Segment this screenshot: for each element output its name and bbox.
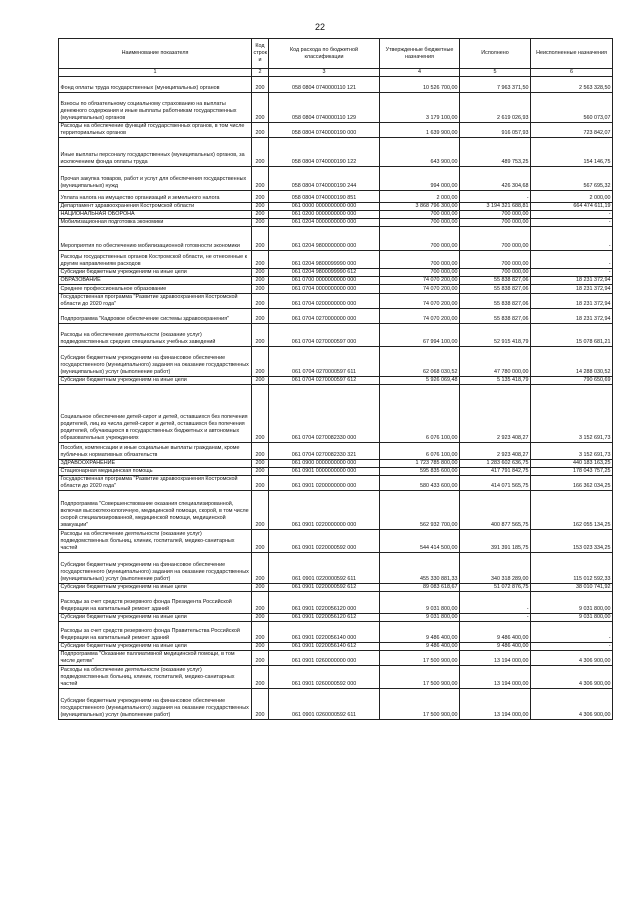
row-executed: 9 486 400,00 [460, 642, 531, 650]
header-row [59, 39, 613, 69]
row-unexecuted: 166 362 034,25 [531, 475, 613, 490]
row-approved: 1 639 900,00 [380, 122, 460, 137]
row-executed: 2 923 408,27 [460, 384, 531, 442]
row-name: Расходы на обеспечение деятельности (оказание услуг) подведомственных средних специальных учебных заведений [59, 323, 252, 346]
row-unexecuted: - [531, 621, 613, 642]
row-line-code: 200 [252, 276, 269, 284]
table-row [59, 76, 613, 92]
row-name: Субсидии бюджетным учреждениям на финансовое обеспечение государственного (муниципального) задания на оказание государственных (муниципальных) услуг (выполнение работ) [59, 688, 252, 719]
row-line-code: 200 [252, 529, 269, 552]
row-classification-code: 061 0704 0270082330 000 [269, 384, 380, 442]
row-line-code: 200 [252, 384, 269, 442]
row-classification-code: 061 0901 0220056120 000 [269, 591, 380, 613]
row-unexecuted: 4 306 900,00 [531, 665, 613, 688]
row-executed: 5 135 418,79 [460, 376, 531, 384]
row-line-code: 200 [252, 376, 269, 384]
row-unexecuted: 723 842,07 [531, 122, 613, 137]
row-unexecuted: 154 146,75 [531, 137, 613, 166]
row-approved: 700 000,00 [380, 250, 460, 268]
row-executed: 55 838 827,06 [460, 276, 531, 284]
row-name: Расходы на обеспечение деятельности (оказание услуг) подведомственных больниц, клиник, госпиталей, медико-санитарных частей [59, 665, 252, 688]
row-unexecuted: 2 000,00 [531, 190, 613, 202]
row-executed: 417 791 842,75 [460, 467, 531, 475]
row-unexecuted: 790 650,69 [531, 376, 613, 384]
row-classification-code: 061 0204 9800099990 000 [269, 250, 380, 268]
table-row [59, 346, 613, 376]
row-line-code: 200 [252, 268, 269, 276]
row-name: Иные выплаты персоналу государственных (муниципальных) органов, за исключением фонда оплаты труда [59, 137, 252, 166]
row-approved: 700 000,00 [380, 268, 460, 276]
row-classification-code: 061 0704 0270000597 611 [269, 346, 380, 376]
table-row [59, 210, 613, 218]
row-unexecuted: 3 152 691,73 [531, 442, 613, 459]
row-line-code: 200 [252, 442, 269, 459]
row-executed: 700 000,00 [460, 210, 531, 218]
row-classification-code: 061 0901 0220000592 000 [269, 529, 380, 552]
row-approved: 74 070 200,00 [380, 293, 460, 308]
table-row [59, 442, 613, 459]
row-unexecuted: 664 474 611,19 [531, 202, 613, 210]
table-row [59, 384, 613, 442]
table-row [59, 459, 613, 467]
row-unexecuted: 162 055 134,25 [531, 490, 613, 529]
row-line-code: 200 [252, 137, 269, 166]
row-approved: 700 000,00 [380, 226, 460, 250]
row-executed: 340 318 289,00 [460, 552, 531, 583]
column-numbers-row [59, 69, 613, 77]
row-line-code: 200 [252, 250, 269, 268]
table-row [59, 250, 613, 268]
row-unexecuted: - [531, 210, 613, 218]
row-classification-code: 061 0704 0270000597 000 [269, 323, 380, 346]
row-classification-code: 058 0804 0740000110 121 [269, 76, 380, 92]
row-line-code: 200 [252, 218, 269, 226]
row-unexecuted: 18 231 372,94 [531, 276, 613, 284]
page-number: 22 [314, 22, 325, 32]
table-row [59, 202, 613, 210]
row-name: Социальное обеспечение детей-сирот и детей, оставшихся без попечения родителей, лиц из числа детей-сирот и детей, оставшихся без попечения родителей, обучающихся в государственных бюджетных и автономных образовательных учреждениях [59, 384, 252, 442]
row-unexecuted: 567 695,32 [531, 166, 613, 190]
header-line-code: Код строк и [252, 39, 269, 69]
row-unexecuted: - [531, 250, 613, 268]
row-executed: - [460, 613, 531, 621]
row-name: Субсидии бюджетным учреждениям на иные цели [59, 613, 252, 621]
row-name: Пособия, компенсации и иные социальные выплаты гражданам, кроме публичных нормативных обязательств [59, 442, 252, 459]
row-approved: 17 500 900,00 [380, 688, 460, 719]
row-approved: 9 486 400,00 [380, 642, 460, 650]
row-approved: 62 068 030,52 [380, 346, 460, 376]
row-line-code: 200 [252, 621, 269, 642]
row-line-code: 200 [252, 650, 269, 665]
row-approved: 3 179 100,00 [380, 92, 460, 122]
row-unexecuted: 153 023 334,25 [531, 529, 613, 552]
row-executed: 13 194 000,00 [460, 650, 531, 665]
row-name: Расходы за счет средств резервного фонда Правительства Российской Федерации на капитальный ремонт зданий [59, 621, 252, 642]
row-executed: 700 000,00 [460, 250, 531, 268]
row-line-code: 200 [252, 591, 269, 613]
row-name: Подпрограмма "Совершенствование оказания специализированной, включая высокотехнологичную, медицинской помощи, скорой, в том числе скорой специализированной, медицинской помощи, медицинской эвакуации" [59, 490, 252, 529]
row-classification-code: 061 0901 0220056140 612 [269, 642, 380, 650]
row-line-code: 200 [252, 613, 269, 621]
row-name: Взносы по обязательному социальному страхованию на выплаты денежного содержания и иные выплаты работникам государственных (муниципальных) органов [59, 92, 252, 122]
row-approved: 700 000,00 [380, 218, 460, 226]
row-approved: 580 433 600,00 [380, 475, 460, 490]
row-classification-code: 061 0000 0000000000 000 [269, 202, 380, 210]
table-row [59, 475, 613, 490]
row-executed: 13 194 000,00 [460, 665, 531, 688]
row-unexecuted: 9 031 800,00 [531, 591, 613, 613]
row-line-code: 200 [252, 552, 269, 583]
row-classification-code: 061 0901 0220000592 612 [269, 583, 380, 591]
row-unexecuted: 14 288 030,52 [531, 346, 613, 376]
row-executed: 700 000,00 [460, 218, 531, 226]
row-executed: 1 283 602 636,75 [460, 459, 531, 467]
row-unexecuted: 3 152 691,73 [531, 384, 613, 442]
row-classification-code: 058 0804 0740000190 851 [269, 190, 380, 202]
row-approved: 10 526 700,00 [380, 76, 460, 92]
row-approved: 67 994 100,00 [380, 323, 460, 346]
row-classification-code: 061 0704 0270000597 612 [269, 376, 380, 384]
row-executed: 2 923 408,27 [460, 442, 531, 459]
column-number: 5 [460, 69, 531, 77]
row-approved: 17 500 900,00 [380, 650, 460, 665]
row-approved: 89 083 618,67 [380, 583, 460, 591]
row-name: Субсидии бюджетным учреждениям на иные цели [59, 376, 252, 384]
row-classification-code: 061 0704 0200000000 000 [269, 293, 380, 308]
row-line-code: 200 [252, 122, 269, 137]
row-line-code: 200 [252, 642, 269, 650]
row-approved: 74 070 200,00 [380, 308, 460, 323]
row-classification-code: 058 0804 0740000190 000 [269, 122, 380, 137]
table-row [59, 190, 613, 202]
column-number: 3 [269, 69, 380, 77]
row-approved: 74 070 200,00 [380, 284, 460, 293]
row-classification-code: 061 0204 9800000000 000 [269, 226, 380, 250]
row-name: ОБРАЗОВАНИЕ [59, 276, 252, 284]
row-line-code: 200 [252, 490, 269, 529]
row-name: Расходы на обеспечение деятельности (оказание услуг) подведомственных больниц, клиник, госпиталей, медико-санитарных частей [59, 529, 252, 552]
row-approved: 6 076 100,00 [380, 384, 460, 442]
row-executed: 414 071 565,75 [460, 475, 531, 490]
row-name: Государственная программа "Развитие здравоохранения Костромской области до 2020 года" [59, 475, 252, 490]
table-row [59, 529, 613, 552]
row-unexecuted: 178 043 757,25 [531, 467, 613, 475]
row-classification-code: 061 0901 0220056140 000 [269, 621, 380, 642]
table-row [59, 276, 613, 284]
row-executed: 55 838 827,06 [460, 293, 531, 308]
column-number: 4 [380, 69, 460, 77]
row-line-code: 200 [252, 76, 269, 92]
row-classification-code: 061 0901 0000000000 000 [269, 467, 380, 475]
row-approved: 595 835 600,00 [380, 467, 460, 475]
row-name: Департамент здравоохранения Костромской области [59, 202, 252, 210]
table-row [59, 308, 613, 323]
row-approved: 6 076 100,00 [380, 442, 460, 459]
row-line-code: 200 [252, 346, 269, 376]
row-classification-code: 061 0901 0260000592 000 [269, 665, 380, 688]
table-row [59, 92, 613, 122]
row-executed: 55 838 827,06 [460, 284, 531, 293]
row-name: Фонд оплаты труда государственных (муниципальных) органов [59, 76, 252, 92]
table-row [59, 591, 613, 613]
row-executed: 3 194 321 688,81 [460, 202, 531, 210]
table-row [59, 376, 613, 384]
row-name: Уплата налога на имущество организаций и земельного налога [59, 190, 252, 202]
row-executed: 700 000,00 [460, 268, 531, 276]
table-row [59, 137, 613, 166]
row-unexecuted: 18 231 372,94 [531, 293, 613, 308]
column-number: 1 [59, 69, 252, 77]
header-classification-code: Код расхода по бюджетной классификации [269, 39, 380, 69]
row-name: Мероприятия по обеспечению мобилизационной готовности экономики [59, 226, 252, 250]
row-approved: 9 031 800,00 [380, 613, 460, 621]
row-unexecuted: 18 231 372,94 [531, 284, 613, 293]
row-line-code: 200 [252, 210, 269, 218]
row-line-code: 200 [252, 459, 269, 467]
row-executed: 52 915 418,79 [460, 323, 531, 346]
table-row [59, 665, 613, 688]
column-number: 6 [531, 69, 613, 77]
table-row [59, 166, 613, 190]
row-classification-code: 061 0204 9800099990 612 [269, 268, 380, 276]
table-row [59, 323, 613, 346]
row-executed: 2 619 026,93 [460, 92, 531, 122]
row-classification-code: 058 0804 0740000190 244 [269, 166, 380, 190]
row-unexecuted: 9 031 800,00 [531, 613, 613, 621]
row-classification-code: 061 0901 0260000592 611 [269, 688, 380, 719]
row-line-code: 200 [252, 665, 269, 688]
row-unexecuted: - [531, 268, 613, 276]
row-approved: 544 414 500,00 [380, 529, 460, 552]
row-name: Мобилизационная подготовка экономики [59, 218, 252, 226]
table-row [59, 650, 613, 665]
row-name: Подпрограмма "Оказание паллиативной медицинской помощи, в том числе детям" [59, 650, 252, 665]
row-approved: 74 070 200,00 [380, 276, 460, 284]
row-unexecuted: - [531, 226, 613, 250]
row-name: ЗДРАВООХРАНЕНИЕ [59, 459, 252, 467]
row-name: Прочая закупка товаров, работ и услуг для обеспечения государственных (муниципальных) нужд [59, 166, 252, 190]
row-classification-code: 061 0901 0260000000 000 [269, 650, 380, 665]
row-line-code: 200 [252, 323, 269, 346]
row-name: Субсидии бюджетным учреждениям на финансовое обеспечение государственного (муниципального) задания на оказание государственных (муниципальных) услуг (выполнение работ) [59, 346, 252, 376]
row-line-code: 200 [252, 226, 269, 250]
row-classification-code: 061 0901 0220000592 611 [269, 552, 380, 583]
header-name: Наименование показателя [59, 39, 252, 69]
row-unexecuted: 115 012 592,33 [531, 552, 613, 583]
row-unexecuted: 38 010 741,92 [531, 583, 613, 591]
row-executed: 7 963 371,50 [460, 76, 531, 92]
row-approved: 994 000,00 [380, 166, 460, 190]
row-executed: 400 877 565,75 [460, 490, 531, 529]
row-name: Расходы за счет средств резервного фонда Президента Российской Федерации на капитальный ремонт зданий [59, 591, 252, 613]
row-approved: 2 000,00 [380, 190, 460, 202]
row-name: Среднее профессиональное образование [59, 284, 252, 293]
table-row [59, 467, 613, 475]
row-unexecuted: - [531, 642, 613, 650]
table-row [59, 293, 613, 308]
row-unexecuted: 560 073,07 [531, 92, 613, 122]
table-row [59, 122, 613, 137]
row-classification-code: 061 0700 0000000000 000 [269, 276, 380, 284]
row-classification-code: 061 0901 0220056120 612 [269, 613, 380, 621]
row-unexecuted: - [531, 218, 613, 226]
row-executed: 13 194 000,00 [460, 688, 531, 719]
row-line-code: 200 [252, 284, 269, 293]
row-line-code: 200 [252, 190, 269, 202]
row-approved: 700 000,00 [380, 210, 460, 218]
row-name: Субсидии бюджетным учреждениям на финансовое обеспечение государственного (муниципального) задания на оказание государственных (муниципальных) услуг (выполнение работ) [59, 552, 252, 583]
table-row [59, 688, 613, 719]
row-executed: 47 780 000,00 [460, 346, 531, 376]
row-classification-code: 061 0704 0270000000 000 [269, 308, 380, 323]
row-unexecuted: 440 183 163,25 [531, 459, 613, 467]
row-unexecuted: 15 078 681,21 [531, 323, 613, 346]
row-approved: 9 031 800,00 [380, 591, 460, 613]
row-executed: - [460, 190, 531, 202]
row-line-code: 200 [252, 166, 269, 190]
table-row [59, 268, 613, 276]
row-classification-code: 058 0804 0740000190 122 [269, 137, 380, 166]
row-unexecuted: 4 306 900,00 [531, 688, 613, 719]
row-line-code: 200 [252, 467, 269, 475]
row-name: Субсидии бюджетным учреждениям на иные цели [59, 642, 252, 650]
row-name: НАЦИОНАЛЬНАЯ ОБОРОНА [59, 210, 252, 218]
table-row [59, 621, 613, 642]
table-row [59, 583, 613, 591]
row-line-code: 200 [252, 202, 269, 210]
row-approved: 455 330 881,33 [380, 552, 460, 583]
row-executed: 489 753,25 [460, 137, 531, 166]
row-line-code: 200 [252, 583, 269, 591]
table-row [59, 226, 613, 250]
row-executed: 9 486 400,00 [460, 621, 531, 642]
row-classification-code: 061 0204 0000000000 000 [269, 218, 380, 226]
row-line-code: 200 [252, 475, 269, 490]
row-name: Государственная программа "Развитие здравоохранения Костромской области до 2020 года" [59, 293, 252, 308]
table-row [59, 642, 613, 650]
table-row [59, 490, 613, 529]
row-line-code: 200 [252, 308, 269, 323]
row-classification-code: 061 0901 0200000000 000 [269, 475, 380, 490]
row-approved: 643 900,00 [380, 137, 460, 166]
row-name: Субсидии бюджетным учреждениям на иные цели [59, 268, 252, 276]
row-unexecuted: 2 563 328,50 [531, 76, 613, 92]
row-executed: 916 057,93 [460, 122, 531, 137]
row-classification-code: 061 0200 0000000000 000 [269, 210, 380, 218]
table-row [59, 552, 613, 583]
row-approved: 9 486 400,00 [380, 621, 460, 642]
row-executed: - [460, 591, 531, 613]
budget-execution-table [58, 38, 613, 720]
row-executed: 51 072 876,75 [460, 583, 531, 591]
row-approved: 1 723 785 800,00 [380, 459, 460, 467]
row-approved: 3 868 796 300,00 [380, 202, 460, 210]
row-name: Расходы на обеспечение функций государственных органов, в том числе территориальных органов [59, 122, 252, 137]
row-unexecuted: 4 306 900,00 [531, 650, 613, 665]
row-executed: 55 838 827,06 [460, 308, 531, 323]
row-classification-code: 061 0704 0000000000 000 [269, 284, 380, 293]
row-name: Стационарная медицинская помощь [59, 467, 252, 475]
row-name: Подпрограмма "Кадровое обеспечение системы здравоохранения" [59, 308, 252, 323]
row-executed: 700 000,00 [460, 226, 531, 250]
row-classification-code: 058 0804 0740000110 129 [269, 92, 380, 122]
row-name: Субсидии бюджетным учреждениям на иные цели [59, 583, 252, 591]
row-classification-code: 061 0900 0000000000 000 [269, 459, 380, 467]
row-classification-code: 061 0901 0220000000 000 [269, 490, 380, 529]
header-executed: Исполнено [460, 39, 531, 69]
row-approved: 5 926 069,48 [380, 376, 460, 384]
table-row [59, 613, 613, 621]
row-executed: 426 304,68 [460, 166, 531, 190]
row-line-code: 200 [252, 92, 269, 122]
row-line-code: 200 [252, 688, 269, 719]
header-unexecuted: Неисполненные назначения [531, 39, 613, 69]
row-approved: 562 932 700,00 [380, 490, 460, 529]
row-name: Расходы государственных органов Костромской области, не отнесенные к другим направлениям расходов [59, 250, 252, 268]
row-line-code: 200 [252, 293, 269, 308]
row-approved: 17 500 900,00 [380, 665, 460, 688]
row-classification-code: 061 0704 0270082330 321 [269, 442, 380, 459]
table-row [59, 218, 613, 226]
table-row [59, 284, 613, 293]
row-unexecuted: 18 231 372,94 [531, 308, 613, 323]
row-executed: 391 391 185,75 [460, 529, 531, 552]
header-approved: Утвержденные бюджетные назначения [380, 39, 460, 69]
column-number: 2 [252, 69, 269, 77]
